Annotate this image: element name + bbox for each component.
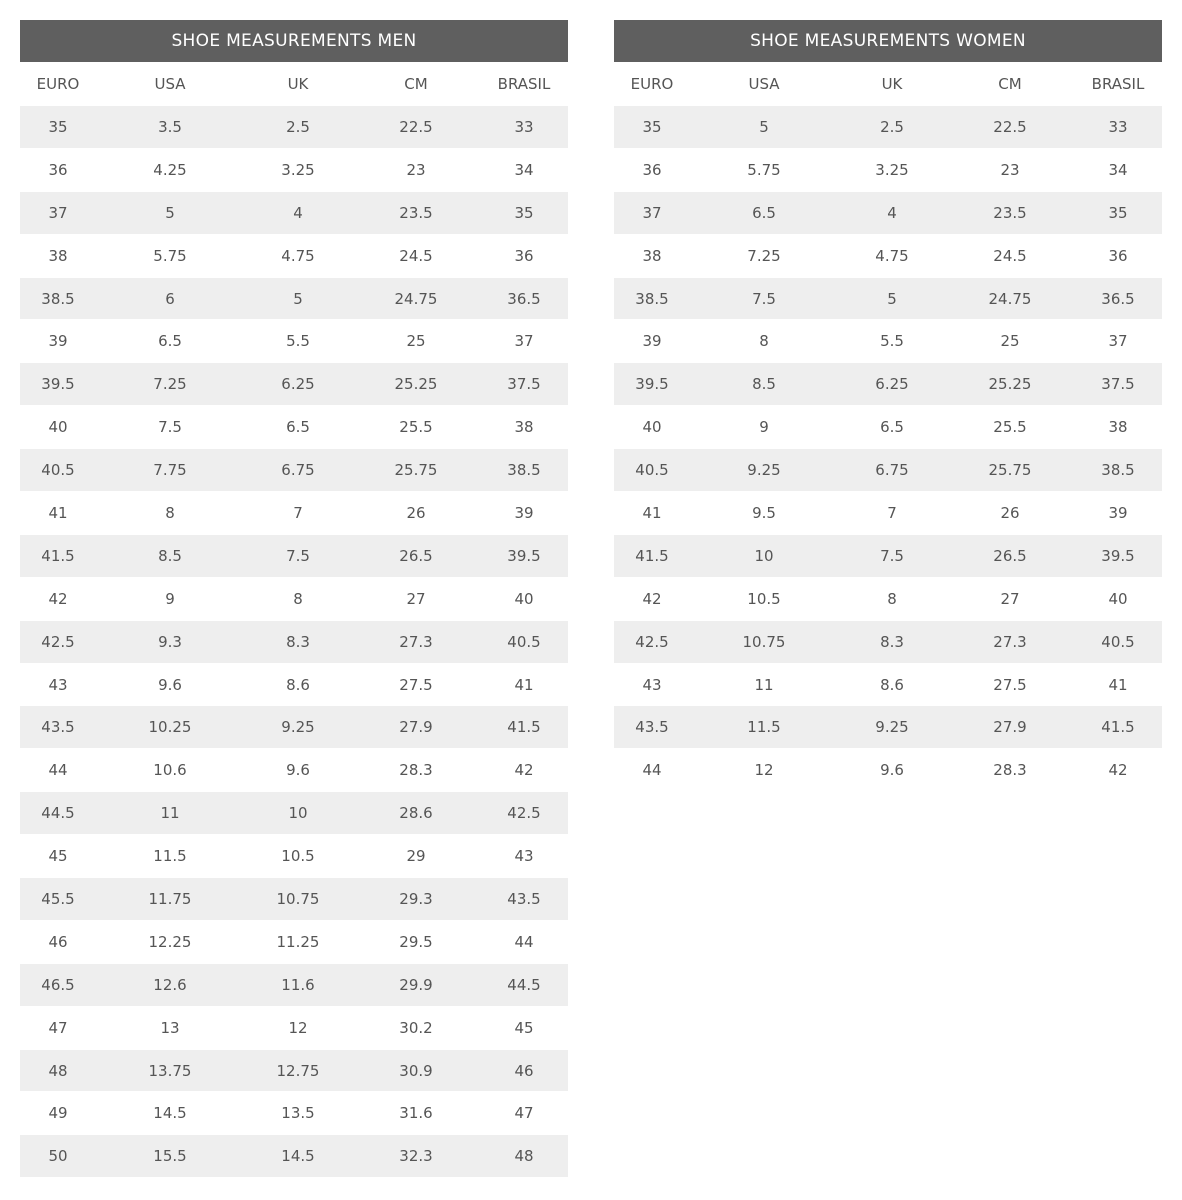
brasil-cell: 42	[514, 761, 534, 780]
usa-cell: 12.6	[153, 975, 187, 994]
brasil-cell: 46	[514, 1061, 534, 1080]
cm-cell: 25.5	[993, 418, 1027, 437]
table-row	[20, 621, 568, 664]
brasil-cell: 34	[514, 160, 534, 179]
table-row	[20, 964, 568, 1007]
usa-cell: 8	[759, 332, 769, 351]
brasil-cell: 44	[514, 932, 534, 951]
euro-cell: 37	[642, 203, 662, 222]
euro-cell: 43.5	[635, 718, 669, 737]
uk-cell: 11.25	[276, 932, 320, 951]
usa-cell: 5	[165, 203, 175, 222]
usa-cell: 11	[160, 804, 180, 823]
euro-cell: 35	[642, 117, 662, 136]
euro-cell: 40	[642, 418, 662, 437]
brasil-cell: 37.5	[507, 375, 541, 394]
uk-cell: 4	[887, 203, 897, 222]
euro-cell: 41.5	[41, 546, 75, 565]
uk-cell: 8.6	[880, 675, 904, 694]
table-row	[614, 149, 1162, 192]
cm-cell: 23	[406, 160, 426, 179]
usa-cell: 11.5	[747, 718, 781, 737]
table-row	[20, 878, 568, 921]
usa-cell: 10	[754, 546, 774, 565]
men-column-headers	[20, 62, 568, 106]
usa-cell: 4.25	[153, 160, 187, 179]
column-header-uk: UK	[287, 75, 309, 93]
euro-cell: 42.5	[41, 632, 75, 651]
usa-cell: 14.5	[153, 1104, 187, 1123]
brasil-cell: 39	[514, 503, 534, 522]
brasil-cell: 37	[514, 332, 534, 351]
table-row	[614, 278, 1162, 321]
uk-cell: 11.6	[281, 975, 315, 994]
usa-cell: 11	[754, 675, 774, 694]
brasil-cell: 40	[514, 589, 534, 608]
uk-cell: 8	[887, 589, 897, 608]
usa-cell: 9	[759, 418, 769, 437]
column-header-cm: CM	[404, 75, 428, 93]
table-row	[20, 320, 568, 363]
usa-cell: 8	[165, 503, 175, 522]
uk-cell: 4.75	[281, 246, 315, 265]
table-row	[614, 578, 1162, 621]
cm-cell: 27.3	[399, 632, 433, 651]
table-row	[20, 706, 568, 749]
brasil-cell: 33	[1108, 117, 1128, 136]
euro-cell: 47	[48, 1018, 68, 1037]
column-header-euro: EURO	[36, 75, 80, 93]
usa-cell: 5.75	[747, 160, 781, 179]
usa-cell: 9.25	[747, 461, 781, 480]
euro-cell: 49	[48, 1104, 68, 1123]
brasil-cell: 38	[1108, 418, 1128, 437]
euro-cell: 44	[48, 761, 68, 780]
euro-cell: 35	[48, 117, 68, 136]
euro-cell: 48	[48, 1061, 68, 1080]
women-size-table	[614, 20, 1162, 792]
euro-cell: 43.5	[41, 718, 75, 737]
column-header-usa: USA	[748, 75, 780, 93]
uk-cell: 10.75	[276, 889, 320, 908]
brasil-cell: 44.5	[507, 975, 541, 994]
usa-cell: 6.5	[158, 332, 182, 351]
brasil-cell: 41	[514, 675, 534, 694]
euro-cell: 50	[48, 1147, 68, 1166]
cm-cell: 27.5	[399, 675, 433, 694]
euro-cell: 40.5	[41, 461, 75, 480]
uk-cell: 8	[293, 589, 303, 608]
euro-cell: 39.5	[41, 375, 75, 394]
usa-cell: 10.75	[742, 632, 786, 651]
cm-cell: 24.5	[399, 246, 433, 265]
brasil-cell: 37.5	[1101, 375, 1135, 394]
column-header-brasil: BRASIL	[1091, 75, 1145, 93]
usa-cell: 10.6	[153, 761, 187, 780]
men-table-title: SHOE MEASUREMENTS MEN	[20, 20, 568, 62]
table-row	[614, 749, 1162, 792]
usa-cell: 5	[759, 117, 769, 136]
euro-cell: 36	[48, 160, 68, 179]
brasil-cell: 38.5	[1101, 461, 1135, 480]
cm-cell: 25.25	[988, 375, 1032, 394]
uk-cell: 5	[293, 289, 303, 308]
cm-cell: 27.9	[399, 718, 433, 737]
table-row	[614, 235, 1162, 278]
table-row	[614, 492, 1162, 535]
cm-cell: 26	[406, 503, 426, 522]
uk-cell: 8.6	[286, 675, 310, 694]
uk-cell: 3.25	[875, 160, 909, 179]
uk-cell: 9.25	[875, 718, 909, 737]
cm-cell: 29.9	[399, 975, 433, 994]
euro-cell: 41	[642, 503, 662, 522]
cm-cell: 26	[1000, 503, 1020, 522]
usa-cell: 10.5	[747, 589, 781, 608]
cm-cell: 29.3	[399, 889, 433, 908]
usa-cell: 12.25	[148, 932, 192, 951]
cm-cell: 28.6	[399, 804, 433, 823]
uk-cell: 12.75	[276, 1061, 320, 1080]
column-header-cm: CM	[998, 75, 1022, 93]
brasil-cell: 35	[514, 203, 534, 222]
cm-cell: 27.5	[993, 675, 1027, 694]
euro-cell: 44.5	[41, 804, 75, 823]
brasil-cell: 35	[1108, 203, 1128, 222]
brasil-cell: 36.5	[1101, 289, 1135, 308]
cm-cell: 29	[406, 847, 426, 866]
brasil-cell: 34	[1108, 160, 1128, 179]
usa-cell: 6	[165, 289, 175, 308]
uk-cell: 5.5	[880, 332, 904, 351]
uk-cell: 14.5	[281, 1147, 315, 1166]
usa-cell: 11.5	[153, 847, 187, 866]
brasil-cell: 45	[514, 1018, 534, 1037]
brasil-cell: 48	[514, 1147, 534, 1166]
usa-cell: 8.5	[158, 546, 182, 565]
column-header-euro: EURO	[630, 75, 674, 93]
cm-cell: 25.75	[394, 461, 438, 480]
cm-cell: 31.6	[399, 1104, 433, 1123]
euro-cell: 45	[48, 847, 68, 866]
cm-cell: 28.3	[399, 761, 433, 780]
men-table-body	[20, 106, 568, 1178]
usa-cell: 3.5	[158, 117, 182, 136]
uk-cell: 6.5	[880, 418, 904, 437]
uk-cell: 6.25	[875, 375, 909, 394]
table-row	[614, 621, 1162, 664]
table-row	[20, 835, 568, 878]
uk-cell: 4.75	[875, 246, 909, 265]
usa-cell: 7.75	[153, 461, 187, 480]
uk-cell: 10	[288, 804, 308, 823]
brasil-cell: 42.5	[507, 804, 541, 823]
brasil-cell: 41	[1108, 675, 1128, 694]
euro-cell: 38.5	[635, 289, 669, 308]
usa-cell: 11.75	[148, 889, 192, 908]
uk-cell: 2.5	[880, 117, 904, 136]
table-row	[20, 106, 568, 149]
table-row	[20, 921, 568, 964]
cm-cell: 27	[406, 589, 426, 608]
cm-cell: 25	[1000, 332, 1020, 351]
brasil-cell: 40.5	[507, 632, 541, 651]
uk-cell: 2.5	[286, 117, 310, 136]
brasil-cell: 41.5	[507, 718, 541, 737]
table-row	[20, 192, 568, 235]
brasil-cell: 36.5	[507, 289, 541, 308]
cm-cell: 27.9	[993, 718, 1027, 737]
cm-cell: 22.5	[993, 117, 1027, 136]
usa-cell: 12	[754, 761, 774, 780]
cm-cell: 30.2	[399, 1018, 433, 1037]
table-row	[614, 406, 1162, 449]
euro-cell: 44	[642, 761, 662, 780]
uk-cell: 7.5	[880, 546, 904, 565]
cm-cell: 22.5	[399, 117, 433, 136]
cm-cell: 25.25	[394, 375, 438, 394]
uk-cell: 9.25	[281, 718, 315, 737]
table-row	[614, 449, 1162, 492]
uk-cell: 4	[293, 203, 303, 222]
brasil-cell: 38	[514, 418, 534, 437]
euro-cell: 43	[642, 675, 662, 694]
brasil-cell: 36	[1108, 246, 1128, 265]
cm-cell: 23.5	[993, 203, 1027, 222]
euro-cell: 38	[642, 246, 662, 265]
table-row	[20, 792, 568, 835]
uk-cell: 13.5	[281, 1104, 315, 1123]
cm-cell: 26.5	[399, 546, 433, 565]
euro-cell: 42	[48, 589, 68, 608]
table-row	[20, 492, 568, 535]
uk-cell: 8.3	[286, 632, 310, 651]
usa-cell: 15.5	[153, 1147, 187, 1166]
table-row	[20, 1050, 568, 1093]
women-table-title: SHOE MEASUREMENTS WOMEN	[614, 20, 1162, 62]
cm-cell: 23	[1000, 160, 1020, 179]
column-header-brasil: BRASIL	[497, 75, 551, 93]
uk-cell: 5.5	[286, 332, 310, 351]
brasil-cell: 39.5	[507, 546, 541, 565]
column-header-uk: UK	[881, 75, 903, 93]
brasil-cell: 41.5	[1101, 718, 1135, 737]
uk-cell: 5	[887, 289, 897, 308]
usa-cell: 7.25	[153, 375, 187, 394]
cm-cell: 23.5	[399, 203, 433, 222]
cm-cell: 25	[406, 332, 426, 351]
euro-cell: 45.5	[41, 889, 75, 908]
table-row	[20, 1135, 568, 1178]
euro-cell: 40.5	[635, 461, 669, 480]
usa-cell: 9.5	[752, 503, 776, 522]
euro-cell: 46	[48, 932, 68, 951]
table-row	[614, 664, 1162, 707]
table-row	[614, 320, 1162, 363]
usa-cell: 7.25	[747, 246, 781, 265]
uk-cell: 9.6	[880, 761, 904, 780]
table-row	[20, 149, 568, 192]
women-column-headers	[614, 62, 1162, 106]
uk-cell: 6.75	[281, 461, 315, 480]
women-table-body	[614, 106, 1162, 792]
table-row	[20, 749, 568, 792]
brasil-cell: 43	[514, 847, 534, 866]
uk-cell: 12	[288, 1018, 308, 1037]
brasil-cell: 39.5	[1101, 546, 1135, 565]
usa-cell: 8.5	[752, 375, 776, 394]
usa-cell: 7.5	[752, 289, 776, 308]
table-row	[614, 535, 1162, 578]
cm-cell: 30.9	[399, 1061, 433, 1080]
uk-cell: 6.25	[281, 375, 315, 394]
table-row	[614, 192, 1162, 235]
euro-cell: 43	[48, 675, 68, 694]
usa-cell: 9	[165, 589, 175, 608]
brasil-cell: 40	[1108, 589, 1128, 608]
brasil-cell: 37	[1108, 332, 1128, 351]
table-row	[614, 363, 1162, 406]
uk-cell: 8.3	[880, 632, 904, 651]
euro-cell: 39	[642, 332, 662, 351]
cm-cell: 32.3	[399, 1147, 433, 1166]
cm-cell: 25.5	[399, 418, 433, 437]
table-row	[614, 706, 1162, 749]
cm-cell: 24.75	[394, 289, 438, 308]
brasil-cell: 38.5	[507, 461, 541, 480]
euro-cell: 46.5	[41, 975, 75, 994]
brasil-cell: 47	[514, 1104, 534, 1123]
table-row	[20, 235, 568, 278]
euro-cell: 39.5	[635, 375, 669, 394]
men-size-table	[20, 20, 568, 1178]
table-row	[20, 278, 568, 321]
usa-cell: 9.6	[158, 675, 182, 694]
euro-cell: 42	[642, 589, 662, 608]
uk-cell: 6.75	[875, 461, 909, 480]
brasil-cell: 43.5	[507, 889, 541, 908]
uk-cell: 7.5	[286, 546, 310, 565]
euro-cell: 42.5	[635, 632, 669, 651]
table-row	[20, 1092, 568, 1135]
uk-cell: 7	[293, 503, 303, 522]
uk-cell: 7	[887, 503, 897, 522]
usa-cell: 7.5	[158, 418, 182, 437]
table-row	[20, 363, 568, 406]
euro-cell: 38.5	[41, 289, 75, 308]
cm-cell: 27.3	[993, 632, 1027, 651]
brasil-cell: 36	[514, 246, 534, 265]
brasil-cell: 40.5	[1101, 632, 1135, 651]
uk-cell: 10.5	[281, 847, 315, 866]
uk-cell: 9.6	[286, 761, 310, 780]
usa-cell: 13	[160, 1018, 180, 1037]
cm-cell: 24.75	[988, 289, 1032, 308]
table-row	[20, 449, 568, 492]
brasil-cell: 33	[514, 117, 534, 136]
euro-cell: 39	[48, 332, 68, 351]
euro-cell: 38	[48, 246, 68, 265]
table-row	[20, 535, 568, 578]
usa-cell: 5.75	[153, 246, 187, 265]
table-row	[20, 406, 568, 449]
euro-cell: 41.5	[635, 546, 669, 565]
table-row	[614, 106, 1162, 149]
usa-cell: 6.5	[752, 203, 776, 222]
brasil-cell: 39	[1108, 503, 1128, 522]
uk-cell: 6.5	[286, 418, 310, 437]
table-row	[20, 664, 568, 707]
table-row	[20, 578, 568, 621]
euro-cell: 40	[48, 418, 68, 437]
cm-cell: 26.5	[993, 546, 1027, 565]
usa-cell: 10.25	[148, 718, 192, 737]
table-row	[20, 1007, 568, 1050]
euro-cell: 41	[48, 503, 68, 522]
euro-cell: 36	[642, 160, 662, 179]
cm-cell: 28.3	[993, 761, 1027, 780]
usa-cell: 9.3	[158, 632, 182, 651]
brasil-cell: 42	[1108, 761, 1128, 780]
column-header-usa: USA	[154, 75, 186, 93]
cm-cell: 24.5	[993, 246, 1027, 265]
uk-cell: 3.25	[281, 160, 315, 179]
usa-cell: 13.75	[148, 1061, 192, 1080]
euro-cell: 37	[48, 203, 68, 222]
cm-cell: 27	[1000, 589, 1020, 608]
cm-cell: 29.5	[399, 932, 433, 951]
cm-cell: 25.75	[988, 461, 1032, 480]
